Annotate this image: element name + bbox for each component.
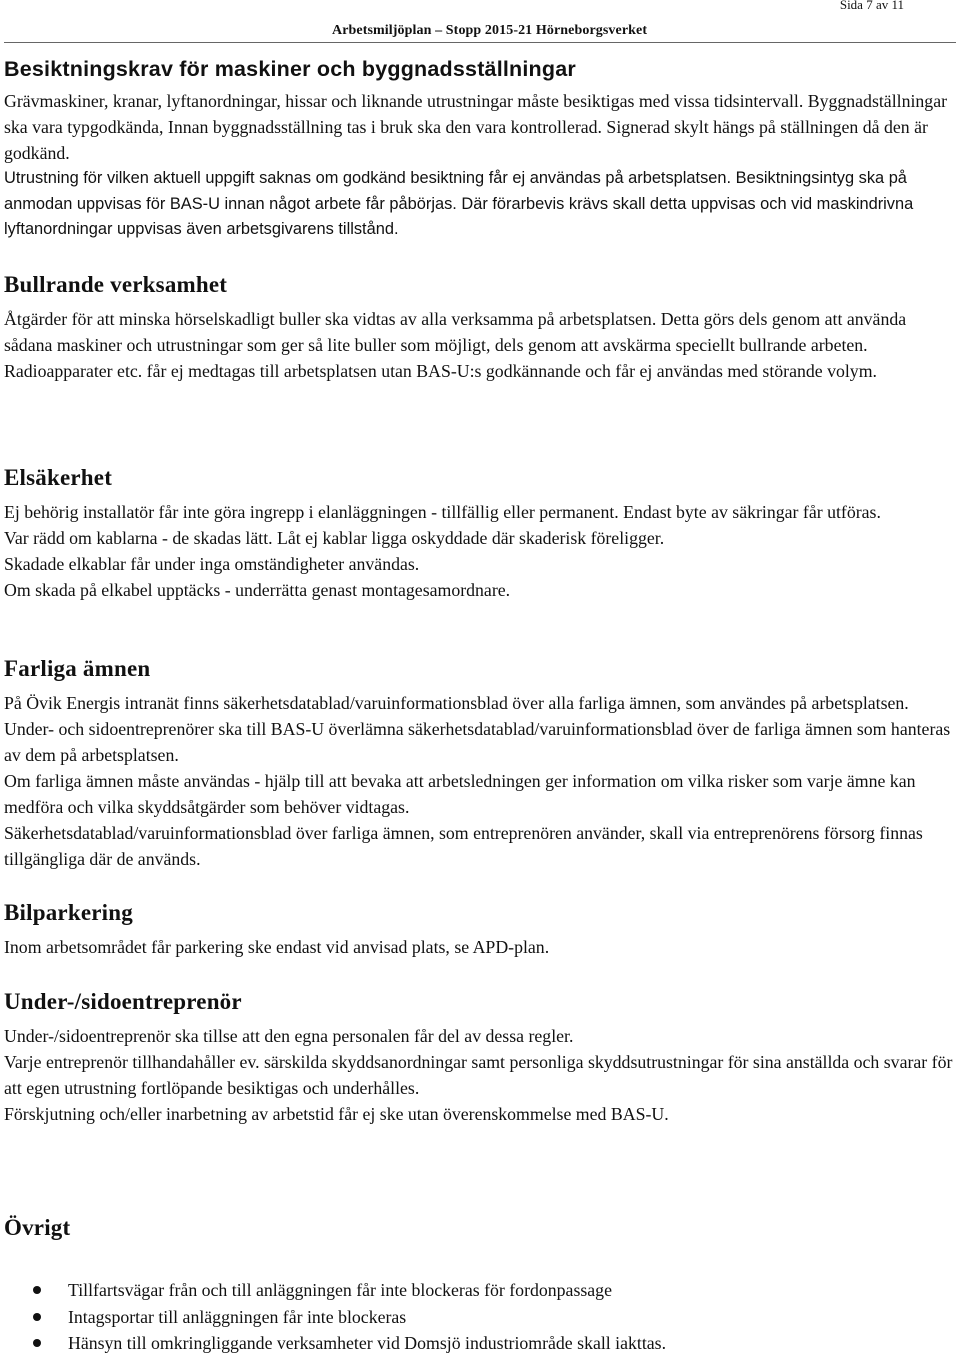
section-heading: Elsäkerhet (4, 465, 113, 490)
section-heading: Under-/sidoentreprenör (4, 989, 242, 1014)
paragraph: Under-/sidoentreprenör ska tillse att den egna personalen får del av dessa regler. (4, 1026, 574, 1046)
section-buller (4, 272, 956, 384)
section-heading: Farliga ämnen (4, 656, 151, 681)
paragraph: Säkerhetsdatablad/varuinformationsblad över farliga ämnen, som entreprenören använder, skall via entreprenörens försorg finnas tillgängliga där de används. (4, 823, 923, 869)
section-besiktning (4, 56, 956, 243)
list-item (4, 1277, 956, 1304)
section-farliga-amnen (4, 656, 956, 872)
list-item-text: Intagsportar till anläggningen får inte blockeras (68, 1306, 407, 1327)
paragraph: Utrustning för vilken aktuell uppgift saknas om godkänd besiktning får ej användas på arbetsplatsen. Besiktningsintyg ska på anmodan uppvisas för BAS-U innan något arbete får påbörjas. Där förarbevis krävs skall detta uppvisas och vid maskindrivna lyftanordningar uppvisas även arbetsgivarens tillstånd. (4, 169, 914, 238)
section-heading: Övrigt (4, 1215, 71, 1240)
paragraph: Åtgärder för att minska hörselskadligt buller ska vidtas av alla verksamma på arbetsplatsen. Detta görs dels genom att använda sådana maskiner och utrustningar som ger så lite buller som möjligt, dels genom att avskärma speciellt bullrande arbeten. (4, 309, 907, 355)
section-heading: Besiktningskrav för maskiner och byggnadsställningar (4, 57, 576, 81)
section-heading: Bilparkering (4, 900, 133, 925)
paragraph: Var rädd om kablarna - de skadas lätt. Låt ej kablar ligga oskyddade där skaderisk föreligger. (4, 528, 665, 548)
paragraph: Om skada på elkabel upptäcks - underrätta genast montagesamordnare. (4, 580, 511, 600)
section-elsakerhet (4, 465, 956, 603)
paragraph: Varje entreprenör tillhandahåller ev. särskilda skyddsanordningar samt personliga skyddsutrustningar för sina anställda och svarar för att egen utrustning fortlöpande besiktigas och underhålles. (4, 1052, 953, 1098)
section-bilparkering (4, 900, 956, 960)
header-divider (4, 42, 956, 43)
paragraph: Grävmaskiner, kranar, lyftanordningar, hissar och liknande utrustningar måste besiktigas med vissa tidsintervall. Byggnadställningar ska vara typgodkända, Innan byggnadsställning tas i bruk ska den vara kontrollerad. Signerad skylt hängs på ställningen då den är godkänd. (4, 91, 948, 163)
bullet-list (4, 1277, 956, 1357)
bullet-icon (33, 1286, 41, 1294)
section-heading: Bullrande verksamhet (4, 272, 228, 297)
page-number: Sida 7 av 11 (839, 0, 904, 12)
section-underentreprenor (4, 989, 956, 1127)
paragraph: Inom arbetsområdet får parkering ske endast vid anvisad plats, se APD-plan. (4, 937, 550, 957)
list-item (4, 1304, 956, 1331)
running-header-title: Arbetsmiljöplan – Stopp 2015-21 Hörneborgsverket (332, 23, 648, 38)
paragraph: Om farliga ämnen måste användas - hjälp till att bevaka att arbetsledningen ger information om vilka risker som varje ämne kan medföra och vilka skyddsåtgärder som behöver vidtagas. (4, 771, 916, 817)
section-ovrigt (4, 1215, 956, 1357)
paragraph: Skadade elkablar får under inga omständigheter användas. (4, 554, 420, 574)
list-item-text: Tillfartsvägar från och till anläggningen får inte blockeras för fordonpassage (68, 1280, 612, 1300)
paragraph: På Övik Energis intranät finns säkerhetsdatablad/varuinformationsblad över alla farliga ämnen, som användes på arbetsplatsen. Under- och sidoentreprenörer ska till BAS-U överlämna säkerhetsdatablad/varuinformationsblad över de farliga ämnen som hanteras av dem på arbetsplatsen. (4, 693, 951, 765)
bullet-icon (33, 1339, 41, 1347)
bullet-icon (33, 1313, 41, 1321)
paragraph: Förskjutning och/eller inarbetning av arbetstid får ej ske utan överenskommelse med BAS-U. (4, 1104, 669, 1124)
list-item (4, 1330, 956, 1357)
list-item-text: Hänsyn till omkringliggande verksamheter vid Domsjö industriområde skall iakttas. (68, 1333, 667, 1353)
paragraph: Radioapparater etc. får ej medtagas till arbetsplatsen utan BAS-U:s godkännande och får ej användas med störande volym. (4, 361, 877, 381)
paragraph: Ej behörig installatör får inte göra ingrepp i elanläggningen - tillfällig eller permanent. Endast byte av säkringar får utföras. (4, 502, 881, 522)
